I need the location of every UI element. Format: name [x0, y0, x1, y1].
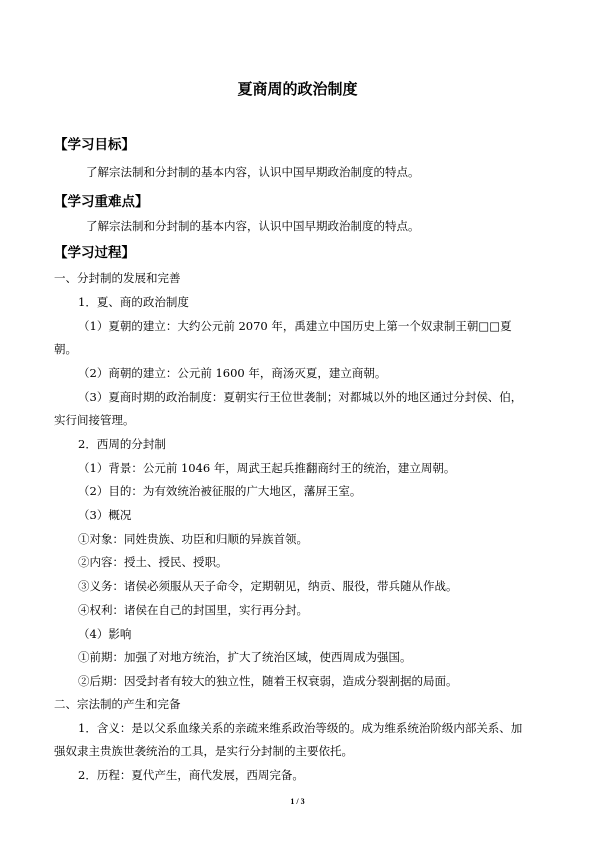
page-title: 夏商周的政治制度: [237, 80, 358, 98]
text-line: （2）目的：为有效统治被征服的广大地区，藩屏王室。: [78, 484, 362, 498]
text-line: 1．含义：是以父系血缘关系的亲疏来维系政治等级的。成为维系统治阶级内部关系、加: [78, 721, 523, 735]
text-line: （1）背景：公元前 1046 年，周武王起兵推翻商纣王的统治，建立周朝。: [78, 461, 456, 475]
paragraph-key-points: 了解宗法制和分封制的基本内容，认识中国早期政治制度的特点。: [86, 219, 420, 233]
text-line: 朝。: [54, 342, 77, 356]
list-item: ②后期：因受封者有较大的独立性，随着王权衰弱，造成分裂割据的局面。: [78, 674, 458, 688]
heading-learning-process: 【学习过程】: [54, 245, 135, 261]
list-item: ②内容：授土、授民、授职。: [78, 555, 228, 569]
text-line: 2．历程：夏代产生，商代发展，西周完备。: [78, 768, 304, 782]
text-line: （2）商朝的建立：公元前 1600 年，商汤灭夏，建立商朝。: [78, 366, 387, 380]
text-line: （3）概况: [78, 508, 132, 522]
list-item: ④权利：诸侯在自己的封国里，实行再分封。: [78, 603, 308, 617]
paragraph-learning-goals: 了解宗法制和分封制的基本内容，认识中国早期政治制度的特点。: [86, 165, 420, 179]
page-number: 1 / 3: [290, 797, 305, 806]
text-line: （4）影响: [78, 627, 132, 641]
section-heading: 二、宗法制的产生和完备: [54, 697, 181, 711]
subsection-heading: 1．夏、商的政治制度: [78, 295, 189, 309]
section-heading: 一、分封制的发展和完善: [54, 271, 181, 285]
list-item: ①前期：加强了对地方统治，扩大了统治区域，使西周成为强国。: [78, 650, 412, 664]
heading-key-points: 【学习重难点】: [54, 194, 149, 210]
list-item: ①对象：同姓贵族、功臣和归顺的异族首领。: [78, 532, 308, 546]
heading-learning-goals: 【学习目标】: [54, 137, 135, 153]
list-item: ③义务：诸侯必须服从天子命令，定期朝见，纳贡、服役，带兵随从作战。: [78, 579, 458, 593]
text-line: （1）夏朝的建立：大约公元前 2070 年，禹建立中国历史上第一个奴隶制王朝□□夏: [78, 319, 512, 333]
subsection-heading: 2．西周的分封制: [78, 437, 166, 451]
text-line: 强奴隶主贵族世袭统治的工具，是实行分封制的主要依托。: [54, 744, 353, 758]
text-line: （3）夏商时期的政治制度：夏朝实行王位世袭制；对都城以外的地区通过分封侯、伯，: [78, 390, 523, 404]
text-line: 实行间接管理。: [54, 413, 135, 427]
